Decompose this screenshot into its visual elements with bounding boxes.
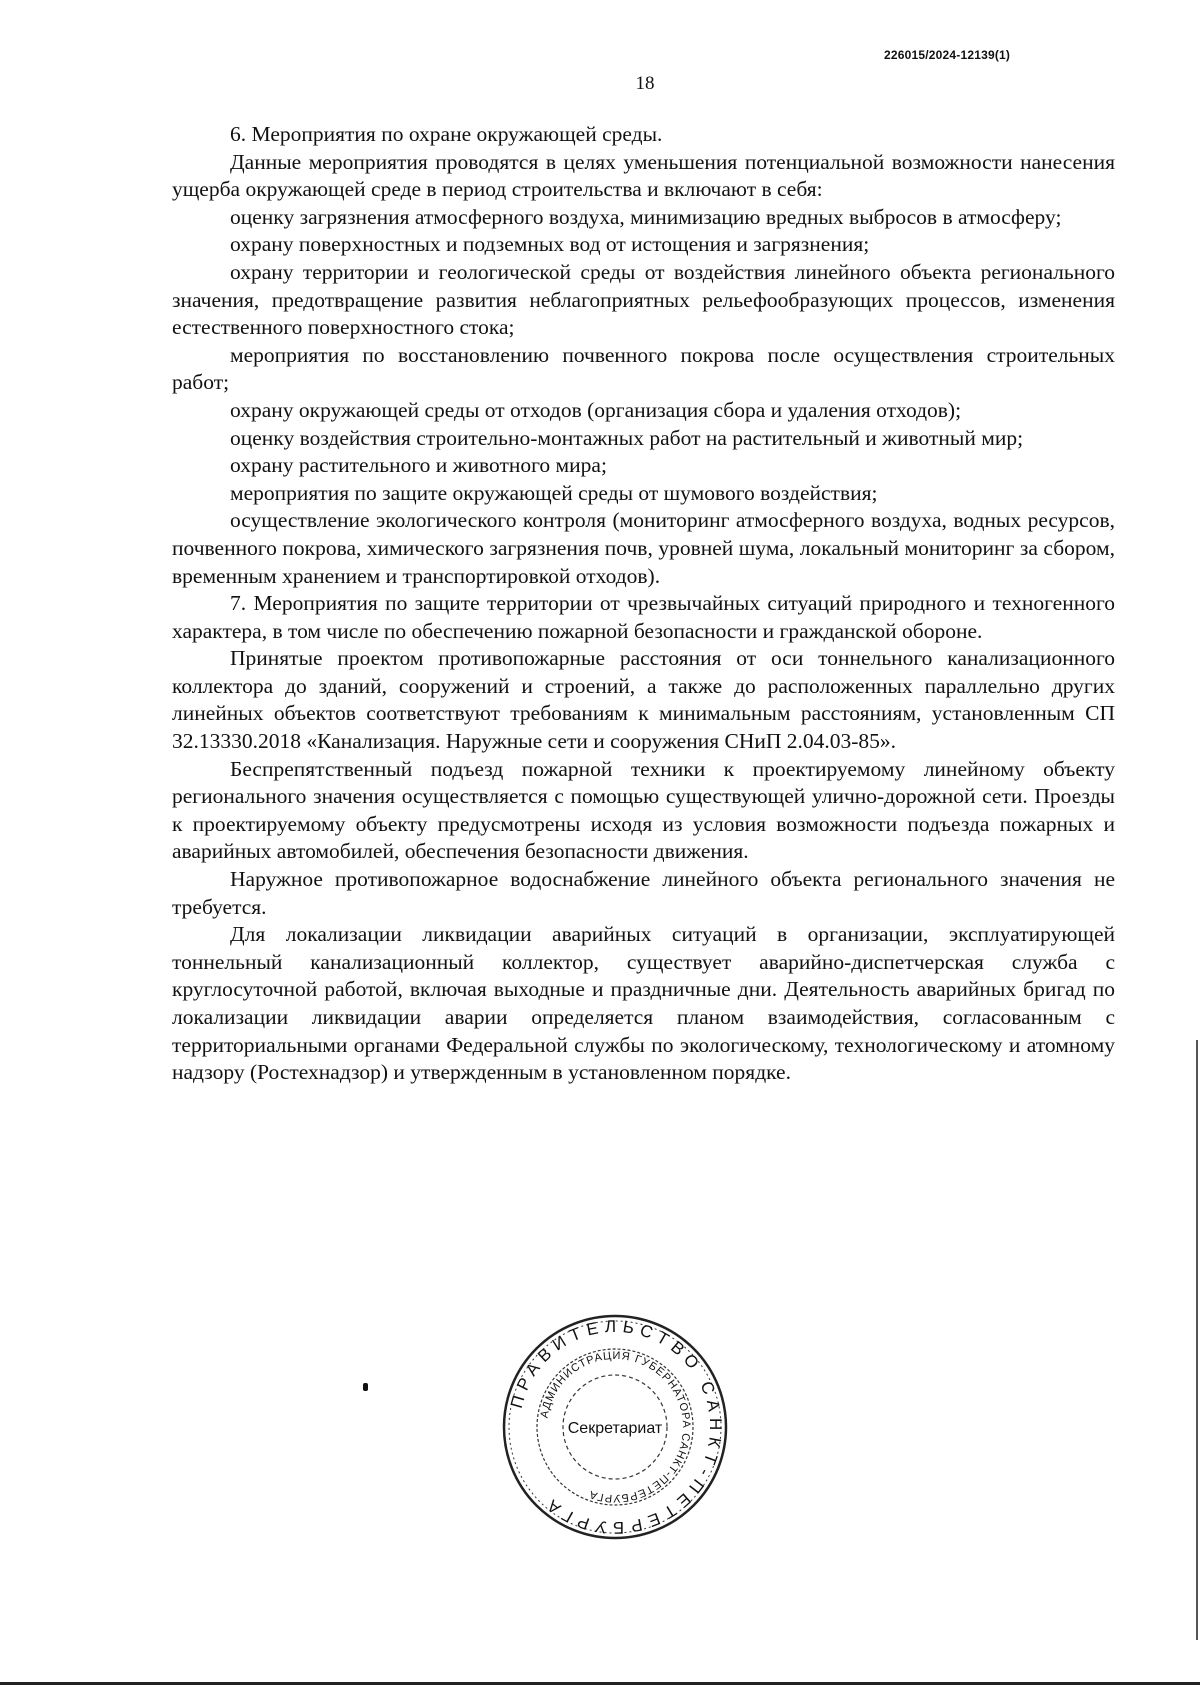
- paragraph: охрану растительного и животного мира;: [230, 453, 607, 478]
- document-body: [172, 121, 1115, 1087]
- paragraph: оценку загрязнения атмосферного воздуха, минимизацию вредных выбросов в атмосферу;: [230, 204, 1062, 229]
- paragraph: мероприятия по защите окружающей среды от шумового воздействия;: [230, 480, 878, 505]
- ink-dot: [363, 1383, 368, 1391]
- paragraph: охрану поверхностных и подземных вод от истощения и загрязнения;: [230, 232, 870, 257]
- paragraph: Для локализации ликвидации аварийных ситуаций в организации, эксплуатирующей тоннельный канализационный коллектор, существует аварийно-диспетчерская служба с круглосуточной работой, включая выходные и праздничные дни. Деятельность аварийных бригад по локализации ликвидации аварии определяется планом взаимодействия, согласованным с территориальными органами Федеральной службы по экологическому, технологическому и атомному надзору (Ростехнадзор) и утвержденным в установленном порядке.: [172, 922, 1115, 1085]
- paragraph: мероприятия по восстановлению почвенного покрова после осуществления строительных работ;: [172, 342, 1115, 395]
- paragraph: Данные мероприятия проводятся в целях уменьшения потенциальной возможности нанесения ущерба окружающей среде в период строительства и включают в себя:: [172, 149, 1115, 202]
- paragraph: охрану окружающей среды от отходов (организация сбора и удаления отходов);: [230, 397, 962, 422]
- paragraph: 6. Мероприятия по охране окружающей среды.: [230, 122, 663, 146]
- paragraph: охрану территории и геологической среды от воздействия линейного объекта регионального значения, предотвращение развития неблагоприятных рельефообразующих процессов, изменения естественного поверхностного стока;: [172, 259, 1115, 340]
- paragraph: Принятые проектом противопожарные расстояния от оси тоннельного канализационного коллектора до зданий, сооружений и строений, а также до расположенных параллельно других линейных объектов соответствуют требованиям к минимальным расстояниям, установленным СП 32.13330.2018 «Канализация. Наружные сети и сооружения СНиП 2.04.03-85».: [172, 646, 1115, 754]
- page-number: 18: [635, 73, 655, 94]
- stamp-inner-text: АДМИНИСТРАЦИЯ ГУБЕРНАТОРА САНКТ-ПЕТЕРБУРГА: [538, 1349, 693, 1505]
- paragraph: оценку воздействия строительно-монтажных работ на растительный и животный мир;: [230, 425, 1024, 450]
- paragraph: Беспрепятственный подъезд пожарной техники к проектируемому линейному объекту регионального значения осуществляется с помощью существующей улично-дорожной сети. Проезды к проектируемому объекту предусмотрены исходя из условия возможности подъезда пожарных и аварийных автомобилей, обеспечения безопасности движения.: [172, 756, 1115, 864]
- paragraph: осуществление экологического контроля (мониторинг атмосферного воздуха, водных ресурсов, почвенного покрова, химического загрязнения почв, уровней шума, локальный мониторинг за сбором, временным хранением и транспортировкой отходов).: [172, 508, 1115, 588]
- document-id: 226015/2024-12139(1): [884, 48, 1011, 62]
- scan-edge: [1196, 1040, 1198, 1640]
- stamp-center-text: Секретариат: [567, 1420, 663, 1437]
- paragraph: 7. Мероприятия по защите территории от чрезвычайных ситуаций природного и техногенного характера, в том числе по обеспечению пожарной безопасности и гражданской обороне.: [172, 591, 1115, 643]
- scan-bottom-edge: [0, 1682, 1200, 1685]
- paragraph: Наружное противопожарное водоснабжение линейного объекта регионального значения не требуется.: [172, 867, 1115, 919]
- stamp-outer-text: ПРАВИТЕЛЬСТВО САНКТ-ПЕТЕРБУРГА: [506, 1316, 726, 1538]
- official-seal-stamp: [500, 1312, 730, 1542]
